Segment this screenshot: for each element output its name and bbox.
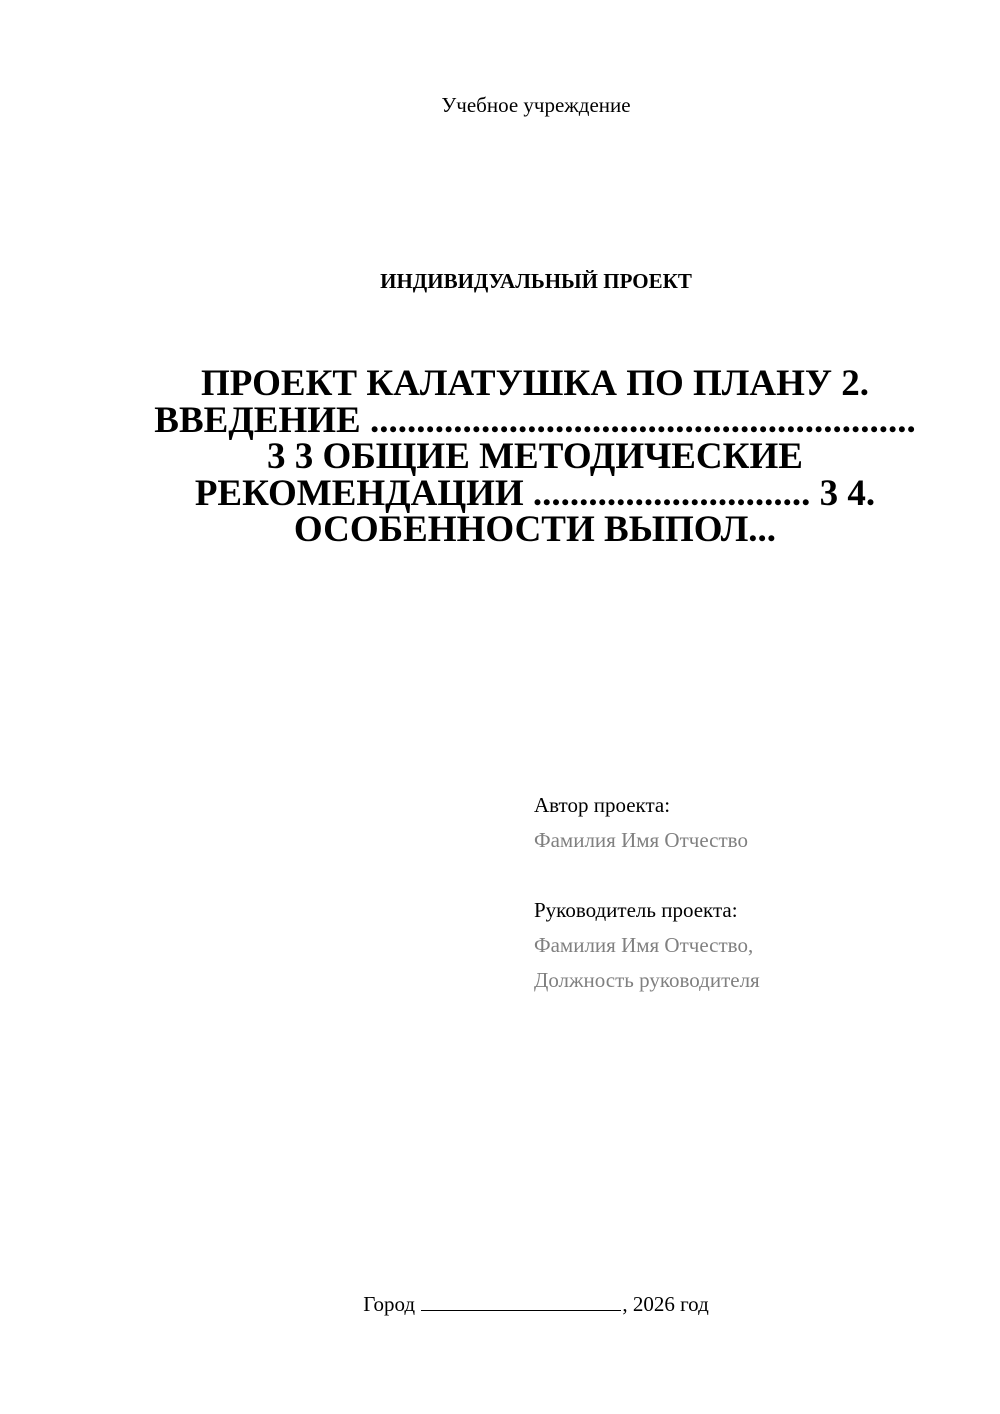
project-type-heading: ИНДИВИДУАЛЬНЫЙ ПРОЕКТ (380, 269, 692, 293)
supervisor-name: Фамилия Имя Отчество, (534, 933, 754, 957)
institution-name: Учебное учреждение (441, 93, 631, 117)
city-label: Город (363, 1292, 416, 1316)
project-title: ПРОЕКТ КАЛАТУШКА ПО ПЛАНУ 2. ВВЕДЕНИЕ ........................................................... 3 3 ОБЩИЕ МЕТОДИЧЕСКИЕ РЕКОМЕНДАЦИИ .............................. 3 4. ОСОБЕННОСТИ ВЫПОЛ... (154, 363, 916, 550)
supervisor-label: Руководитель проекта: (534, 898, 738, 922)
supervisor-position: Должность руководителя (534, 968, 760, 992)
city-year-line (0, 1291, 1000, 1317)
author-label: Автор проекта: (534, 793, 671, 817)
year-text: , 2026 год (622, 1292, 709, 1316)
author-block (534, 788, 974, 858)
city-blank-line (421, 1292, 621, 1311)
supervisor-block (534, 893, 974, 998)
author-name: Фамилия Имя Отчество (534, 828, 748, 852)
